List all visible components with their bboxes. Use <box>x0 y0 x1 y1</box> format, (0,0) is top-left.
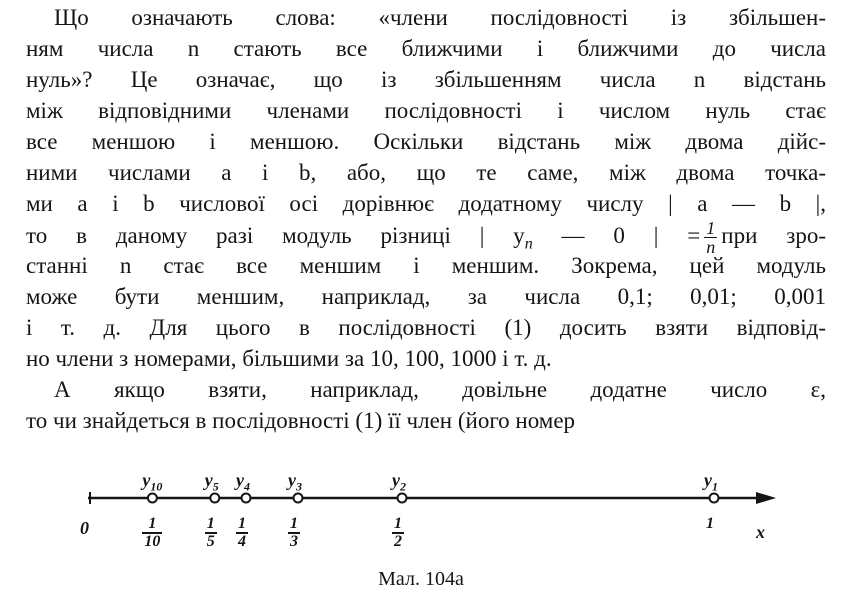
text-line: між відповідними членами послідовності і числом нуль стає <box>26 98 826 123</box>
tick-numerator: 1 <box>206 515 215 532</box>
formula-text: при зро- <box>721 222 826 248</box>
point-index: 3 <box>295 479 302 494</box>
formula-text: то в даному разі модуль різниці | y <box>26 222 525 248</box>
point-label-y2 <box>392 470 406 495</box>
point-index: 5 <box>212 479 219 494</box>
point-label-y4 <box>236 470 250 495</box>
tick-fraction-1 <box>704 516 716 532</box>
point-y1 <box>710 494 719 503</box>
point-name: y <box>287 470 296 490</box>
tick-denominator: 5 <box>206 533 215 550</box>
paragraph-1 <box>26 2 826 374</box>
tick-numerator: 1 <box>289 515 298 532</box>
tick-fraction-5 <box>205 516 217 550</box>
axis-arrow-icon <box>756 492 776 504</box>
text-line: все меншою і меншою. Оскільки відстань між двома дійс- <box>26 129 826 154</box>
tick-fraction-4 <box>236 516 248 550</box>
text-line: нуль»? Це означає, що із збільшенням числа n відстань <box>26 67 826 92</box>
tick-numerator: 1 <box>394 515 402 532</box>
tick-denominator: 4 <box>238 533 246 550</box>
point-name: y <box>204 470 213 490</box>
text-line: ням числа n стають все ближчими і ближчими до числа <box>26 36 826 61</box>
text-line: ми a і b числової осі дорівнює додатному числу | a — b |, <box>26 191 826 216</box>
point-label-y3 <box>288 470 302 495</box>
paragraph-2 <box>26 374 826 436</box>
text-line: і т. д. Для цього в послідовності (1) досить взяти відповід- <box>26 315 826 340</box>
point-index: 10 <box>150 479 163 494</box>
point-index: 1 <box>712 479 718 494</box>
text-line <box>26 218 826 257</box>
tick-fraction-10 <box>142 516 162 550</box>
point-y5 <box>210 494 219 503</box>
tick-denominator: 10 <box>144 533 161 550</box>
tick-numerator: 1 <box>706 515 714 532</box>
text-line: ними числами a і b, або, що те саме, між двома точка- <box>26 160 826 185</box>
figure-caption: Мал. 104а <box>378 568 464 590</box>
point-label-y1 <box>704 470 718 495</box>
point-y10 <box>148 494 157 503</box>
text-line: Що означають слова: «члени послідовності із збільшен- <box>54 5 826 30</box>
text-line: то чи знайдеться в послідовності (1) її член (його номер <box>26 408 576 433</box>
tick-fraction-2 <box>392 516 404 550</box>
point-label-y5 <box>205 470 219 495</box>
point-label-y10 <box>142 470 162 495</box>
tick-fraction-3 <box>288 516 300 550</box>
text-line: станні n стає все меншим і меншим. Зокрема, цей модуль <box>26 253 826 278</box>
point-name: y <box>142 470 151 490</box>
text-line: може бути меншим, наприклад, за числа 0,1; 0,01; 0,001 <box>26 284 826 309</box>
origin-label: 0 <box>80 518 89 538</box>
text-line: А якщо взяти, наприклад, довільне додатне число ε, <box>54 377 826 402</box>
formula-subscript: n <box>524 235 533 253</box>
point-name: y <box>704 470 712 490</box>
tick-numerator: 1 <box>142 516 162 534</box>
point-name: y <box>236 470 244 490</box>
point-y3 <box>293 494 302 503</box>
text-line: но члени з номерами, більшими за 10, 100, 1000 і т. д. <box>26 346 552 371</box>
axis-x-label: x <box>756 522 765 542</box>
tick-numerator: 1 <box>238 515 246 532</box>
formula-text: — 0 | = <box>532 222 701 248</box>
figure-number-line <box>0 462 842 593</box>
point-y2 <box>398 494 407 503</box>
point-index: 2 <box>400 479 406 494</box>
tick-denominator: 2 <box>394 533 402 550</box>
point-name: y <box>392 470 400 490</box>
body-text <box>26 2 826 436</box>
point-index: 4 <box>244 479 250 494</box>
tick-denominator: 3 <box>289 533 298 550</box>
fraction-denominator: n <box>706 237 716 257</box>
fraction-numerator: 1 <box>706 218 716 238</box>
point-y4 <box>242 494 251 503</box>
